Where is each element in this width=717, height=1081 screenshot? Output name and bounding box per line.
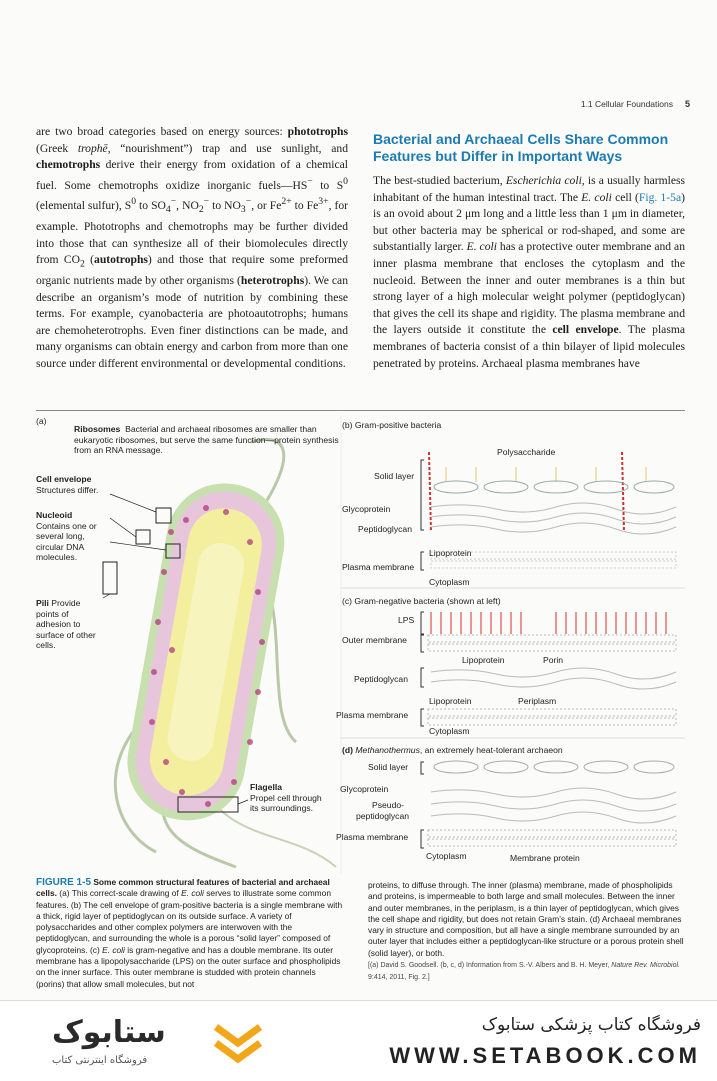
- caption-left-text: (a) This correct-scale drawing of E. coli serves to illustrate some common features. (b) The cell envelope of gram-positive bacteria is a single membrane with a thick, rigid layer of peptidoglycan on its outside surface. A variety of polysaccharides and other complex polymers are interwoven with the peptidoglycan, and surrounding the whole is a porous “solid layer” composed of glycoproteins. (c) E. coli is gram-negative and has a double membrane. Its outer membrane has a lipopolysaccharide (LPS) on the outer surface and phospholipids on the inner surface. This outer membrane is studded with protein channels (porins) that allow small molecules, but not: [36, 888, 343, 989]
- label-glycoprotein-d: Glycoprotein: [340, 784, 389, 794]
- caption-credit: [(a) David S. Goodsell. (b, c, d) Information from S.-V. Albers and B. H. Meyer, Nature Rev. Microbiol. 9:414, 2011, Fig. 2.]: [368, 962, 681, 982]
- label-solid-layer-d: Solid layer: [368, 762, 409, 772]
- caption-label: FIGURE 1-5: [36, 877, 92, 888]
- logo-subtitle: فروشگاه اینترنتی کتاب: [52, 1055, 148, 1066]
- caption-title: Some common structural features of bacterial and archaeal cells.: [36, 877, 330, 899]
- label-lipoprotein-c: Lipoprotein: [462, 655, 505, 665]
- panel-b-title: (b) Gram-positive bacteria: [342, 420, 442, 430]
- label-plasma-membrane-d: Plasma membrane: [336, 832, 409, 842]
- pili-title: Pili: [36, 598, 49, 608]
- panel-c-layers: [428, 612, 676, 725]
- label-lipoprotein-c2: Lipoprotein: [429, 696, 472, 706]
- label-peptidoglycan-c: Peptidoglycan: [354, 674, 408, 684]
- panel-d-layers: [428, 761, 676, 846]
- section-heading: Bacterial and Archaeal Cells Share Common Features but Differ in Important Ways: [373, 131, 669, 164]
- watermark-footer: [0, 1000, 717, 1081]
- label-pseudo: Pseudo-: [372, 800, 405, 810]
- panel-a-letter: (a): [36, 416, 47, 426]
- store-name: فروشگاه کتاب پزشکی ستابوک: [481, 1015, 701, 1035]
- caption-right-text: proteins, to diffuse through. The inner (plasma) membrane, made of phospholipids and proteins, is impermeable to both large and small molecules. Between the inner and outer membranes, in the periplasm, is a thin layer of peptidoglycan, which gives the cell shape and rigidity, but does not retain Gram’s stain. (d) Archaeal membranes vary in structure and composition, but all have a single membrane surrounded by an outer layer that includes either a peptidoglycan-like structure or a porous protein shell (solid layer), or both.: [368, 880, 684, 958]
- label-periplasm: Periplasm: [518, 696, 557, 706]
- label-polysaccharide: Polysaccharide: [497, 447, 556, 457]
- label-outer-membrane: Outer membrane: [342, 635, 407, 645]
- store-url[interactable]: WWW.SETABOOK.COM: [389, 1043, 701, 1068]
- ribosomes-text: Bacterial and archaeal ribosomes are smaller than eukaryotic ribosomes, but serve the same function—protein synthesis from an RNA message.: [74, 424, 339, 455]
- panel-d-title-rest: , an extremely heat-tolerant archaeon: [419, 745, 563, 755]
- flagella-label: [250, 782, 330, 814]
- panel-d-letter: (d): [342, 745, 353, 755]
- flagella-title: Flagella: [250, 782, 282, 792]
- logo-text: ستابوک: [52, 1015, 166, 1050]
- left-paragraph: are two broad categories based on energy sources: phototrophs (Greek trophē, “nourishment”) trap and use sunlight, and chemotrophs derive their energy from oxidation of a chemical fuel. Some chemotrophs oxidize inorganic fuels—HS− to $S^0$ (elemental sulfur), $S^0$ to $SO_4^-$, $NO_2^-$ to $NO_3^-$, or $Fe^{2+}$ to $Fe^{3+}$, for example. Phototrophs and chemotrophs may be further divided into those that can synthesize all of their biomolecules directly from $CO_2$ (autotrophs) and those that require some preformed organic nutrients made by other organisms (heterotrophs). We can describe an organism’s mode of nutrition by combining these terms. For example, cyanobacteria are photoautotrophs; humans are chemoheterotrophs. Even finer distinctions can be made, and many organisms can obtain energy and carbon from more than one source under different environmental or developmental conditions.: [36, 125, 348, 371]
- nucleoid-text: Contains one or several long, circular DNA molecules.: [36, 520, 97, 562]
- ribosomes-title: Ribosomes: [74, 424, 121, 434]
- figure-top-rule: [36, 410, 685, 411]
- label-glycoprotein: Glycoprotein: [342, 504, 391, 514]
- left-column: [36, 124, 348, 373]
- label-lps: LPS: [398, 615, 415, 625]
- figure-caption-left: [36, 877, 344, 990]
- panel-d-title: [342, 745, 563, 755]
- nucleoid-title: Nucleoid: [36, 510, 73, 520]
- label-solid-layer: Solid layer: [374, 471, 415, 481]
- ribosomes-label: [74, 424, 344, 456]
- panel-c-title: (c) Gram-negative bacteria (shown at left): [342, 596, 501, 606]
- label-pseudo-peptidoglycan: peptidoglycan: [356, 811, 410, 821]
- panel-d-title-italic: Methanothermus: [355, 745, 420, 755]
- figure-caption-right: [368, 880, 686, 984]
- right-column: [373, 173, 685, 372]
- page-number: 5: [684, 99, 690, 109]
- label-lipoprotein: Lipoprotein: [429, 548, 472, 558]
- flagella-text: Propel cell through its surroundings.: [250, 792, 322, 813]
- label-plasma-membrane-c: Plasma membrane: [336, 710, 409, 720]
- cell-envelope-label: [36, 474, 116, 495]
- label-membrane-protein: Membrane protein: [510, 853, 580, 863]
- envelope-title: Cell envelope: [36, 474, 92, 484]
- section-name: 1.1 Cellular Foundations: [580, 99, 673, 109]
- setabook-logo: [32, 1013, 292, 1073]
- label-cytoplasm-c: Cytoplasm: [429, 726, 470, 736]
- label-peptidoglycan: Peptidoglycan: [358, 524, 412, 534]
- nucleoid-label: [36, 510, 106, 563]
- right-paragraph: The best-studied bacterium, Escherichia coli, is a usually harmless inhabitant of the human intestinal tract. The E. coli cell (Fig. 1-5a) is an ovoid about 2 μm long and a little less than 1 μm in diameter, but other bacteria may be spherical or rod-shaped, and some are substantially larger. E. coli has a protective outer membrane and an inner plasma membrane that encloses the cytoplasm and the nucleoid. Between the inner and outer membranes is a thin but strong layer of a high molecular weight polymer (peptidoglycan) that gives the cell its shape and rigidity. The plasma membrane and the layers outside it constitute the cell envelope. The plasma membranes of bacteria consist of a thin bilayer of lipid molecules penetrated by proteins. Archaeal plasma membranes have: [373, 174, 685, 370]
- chevron-logo-icon: [208, 1013, 268, 1073]
- store-brand: [389, 1015, 701, 1069]
- label-plasma-membrane: Plasma membrane: [342, 562, 415, 572]
- label-porin: Porin: [543, 655, 564, 665]
- figure-1-5: [36, 412, 685, 874]
- label-cytoplasm-d: Cytoplasm: [426, 851, 467, 861]
- pili-label: [36, 598, 98, 651]
- running-header: [500, 99, 690, 109]
- pili-text: Provide points of adhesion to surface of other cells.: [36, 598, 96, 650]
- label-cytoplasm: Cytoplasm: [429, 577, 470, 587]
- envelope-text: Structures differ.: [36, 484, 99, 495]
